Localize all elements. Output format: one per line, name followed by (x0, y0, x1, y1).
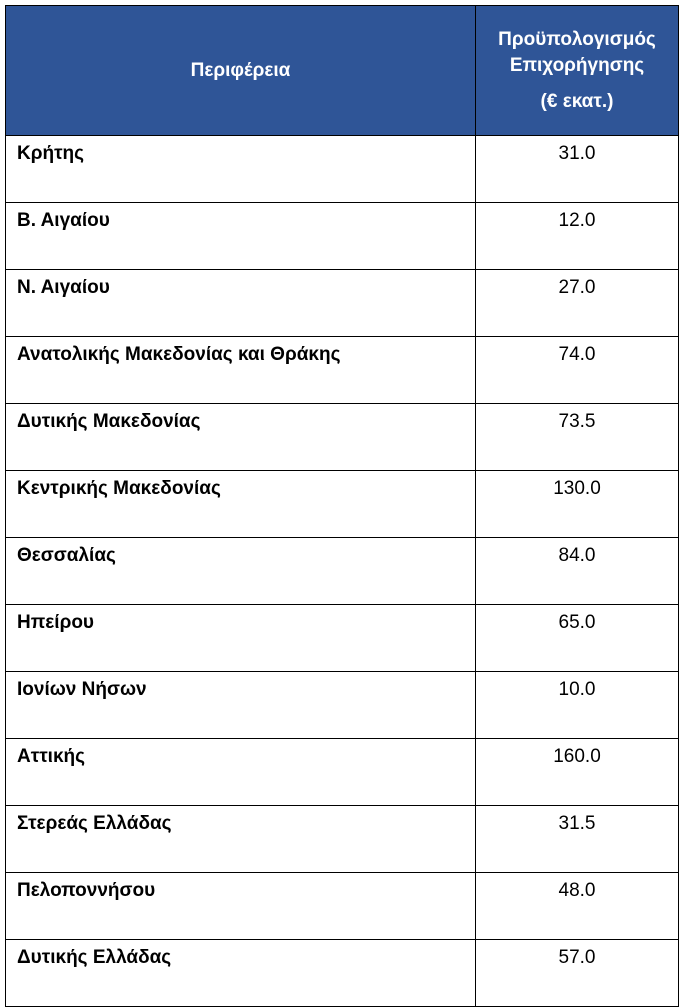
table-row (6, 605, 679, 672)
region-cell: Κρήτης (6, 136, 476, 203)
table-row (6, 739, 679, 806)
budget-cell: 12.0 (476, 203, 679, 270)
table-row (6, 940, 679, 1007)
region-cell: Στερεάς Ελλάδας (6, 806, 476, 873)
region-cell: Ανατολικής Μακεδονίας και Θράκης (6, 337, 476, 404)
budget-cell: 31.5 (476, 806, 679, 873)
budget-column-header (476, 6, 679, 136)
table-row (6, 136, 679, 203)
budget-cell: 57.0 (476, 940, 679, 1007)
budget-cell: 31.0 (476, 136, 679, 203)
budget-cell: 48.0 (476, 873, 679, 940)
budget-cell: 74.0 (476, 337, 679, 404)
budget-cell: 130.0 (476, 471, 679, 538)
table-row (6, 538, 679, 605)
region-cell: Δυτικής Ελλάδας (6, 940, 476, 1007)
table-row (6, 404, 679, 471)
region-column-header (6, 6, 476, 136)
budget-header-unit: (€ εκατ.) (540, 90, 614, 112)
budget-header-line2: Επιχορήγησης (509, 54, 645, 76)
budget-cell: 27.0 (476, 270, 679, 337)
table-header-row (6, 6, 679, 136)
table-row (6, 806, 679, 873)
table-row (6, 270, 679, 337)
budget-cell: 160.0 (476, 739, 679, 806)
table-row (6, 672, 679, 739)
region-cell: Κεντρικής Μακεδονίας (6, 471, 476, 538)
budget-cell: 84.0 (476, 538, 679, 605)
region-cell: Β. Αιγαίου (6, 203, 476, 270)
table-row (6, 337, 679, 404)
budget-table (5, 5, 679, 1007)
region-cell: Αττικής (6, 739, 476, 806)
region-cell: Ν. Αιγαίου (6, 270, 476, 337)
region-cell: Ιονίων Νήσων (6, 672, 476, 739)
region-cell: Ηπείρου (6, 605, 476, 672)
budget-header-line1: Προϋπολογισμός (498, 28, 656, 50)
budget-cell: 65.0 (476, 605, 679, 672)
region-cell: Δυτικής Μακεδονίας (6, 404, 476, 471)
region-cell: Θεσσαλίας (6, 538, 476, 605)
table-row (6, 471, 679, 538)
region-cell: Πελοποννήσου (6, 873, 476, 940)
budget-cell: 73.5 (476, 404, 679, 471)
region-header-label: Περιφέρεια (190, 59, 291, 81)
table-row (6, 873, 679, 940)
table-row (6, 203, 679, 270)
budget-cell: 10.0 (476, 672, 679, 739)
